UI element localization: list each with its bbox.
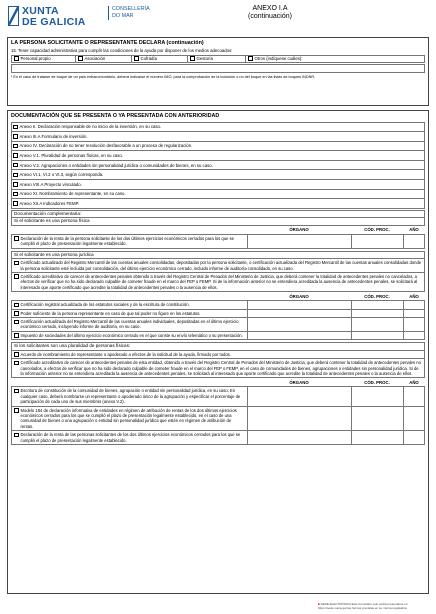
doc-row: [11, 407, 425, 432]
option-label: Gestoría: [196, 56, 213, 62]
code-input[interactable]: [352, 310, 404, 317]
annex-label: Anexo VIII.A Proyecto vinculado.: [19, 181, 82, 187]
doc-label: Declaración de la renta de las personas solicitantes de los dos últimos ejercicios económicos cerrados para los que se cumplió el plazo de presentación legalmente establecido.: [20, 432, 241, 443]
code-input[interactable]: [352, 407, 404, 431]
page-header: [8, 5, 428, 31]
year-input[interactable]: [404, 310, 424, 317]
doc-row: [11, 234, 425, 249]
doc-label: Certificado acreditativo de carecer de antecedentes penales obtenido a través del Registro Central de Penados del Ministerio de Justicia, que deberá contener la totalidad de antecedentes penales no cancelados, a efectos de verificar que no ha sido declarado culpable de cometer fraude en el marco del FEP o FEMP. Si de la información anterior no se entendiera acreditada la ausencia de antecedentes penales, se solicitará al interesado que aporte certificado que acredite la totalidad de antecedentes penales o la ausencia de ellos.: [20, 273, 418, 290]
annex-item[interactable]: [12, 180, 424, 190]
option-asociacion[interactable]: [76, 56, 132, 62]
pluralidad-heading: Si los solicitantes son una pluralidad de personas físicas:: [11, 342, 425, 351]
doc-label: Escritura de constitución de la comunidad de bienes, agrupación o entidad sin personalidad jurídica, en su caso. En cualquier caso, deberá nombrarse un representante o apoderado único de la agrupación y especificar el porcentaje de participación de cada uno de sus miembros (anexo V.2).: [20, 388, 241, 405]
year-input[interactable]: [404, 387, 424, 405]
option-otros[interactable]: [246, 56, 424, 62]
checkbox[interactable]: [14, 303, 19, 308]
doc-label: Poder suficiente de la persona representante en caso de que tal poder no figure en los estatutos.: [20, 310, 201, 316]
checkbox[interactable]: [134, 56, 139, 61]
juridica-heading: Si el solicitante es una persona jurídica: [11, 251, 425, 260]
annex-label: Anexo II. Declaración responsable de no inicio de la inversión, en su caso.: [19, 124, 162, 130]
checkbox[interactable]: [14, 320, 19, 325]
option-label: Otros (indíquese cuáles):: [254, 56, 303, 62]
code-input[interactable]: [352, 301, 404, 308]
logo-line2: DE GALICIA: [22, 16, 86, 28]
checkbox[interactable]: [14, 274, 19, 279]
fisica-heading: Si el solicitante es una persona física: [11, 218, 425, 226]
code-input[interactable]: [352, 431, 404, 444]
means-options: [11, 55, 425, 63]
option-personal-propio[interactable]: [12, 56, 76, 62]
checkbox[interactable]: [78, 56, 83, 61]
organ-input[interactable]: [248, 431, 352, 444]
organ-input[interactable]: [248, 387, 352, 405]
year-input[interactable]: [404, 318, 424, 331]
consellaria-name: [108, 6, 150, 20]
doc-text[interactable]: [12, 387, 248, 405]
option-label: Personal propio: [20, 56, 51, 62]
annex-label: Anexo XI. Nombramiento de representante, en su caso.: [19, 191, 126, 197]
checkbox[interactable]: [14, 236, 19, 241]
free-doc-row[interactable]: [11, 273, 425, 292]
col-organ: ÓRGANO: [289, 227, 309, 233]
footer-text1: SEDE ELECTRÓNICA Este formulario solo podrá presentarse en: [320, 602, 408, 606]
column-headers: [11, 378, 425, 386]
checkbox[interactable]: [248, 56, 253, 61]
year-input[interactable]: [404, 431, 424, 444]
year-input[interactable]: [404, 235, 424, 248]
col-code: CÓD. PROC.: [364, 293, 390, 299]
column-headers: [11, 226, 425, 234]
sede-icon: ■: [318, 602, 320, 606]
checkbox[interactable]: [13, 201, 18, 206]
column-headers: [11, 292, 425, 300]
consellaria-line2: DO MAR: [112, 13, 134, 19]
doc-text[interactable]: [12, 332, 248, 339]
year-input[interactable]: [404, 301, 424, 308]
annex-title-main: ANEXO I.A: [252, 5, 288, 12]
declaration-section: [7, 37, 429, 106]
doc-label: Certificado acreditativo de carecer de antecedentes penales de esta entidad, obtenido a través del Registro Central de Penados del Ministerio de Justicia, que deberá contener la totalidad de antecedentes penales no cancelados, a efectos de verificar que no ha sido declarado culpable de cometer fraude en el marco del FEP o FEMP, en el caso de comunidades de bienes, agrupaciones o entidades sin personalidad jurídica. Si de la información anterior no se entendiera acreditada la ausencia de antecedentes penales, se solicitará al interesado que aporte certificado que acredite la totalidad de antecedentes penales o la ausencia de ellos.: [20, 360, 421, 376]
footer-line2[interactable]: https://sede.xunta.gal las formas previstas en su norma reguladora: [318, 606, 407, 610]
annex-label: Anexo III.A Formulario de inversión.: [19, 133, 88, 139]
imo-note: ¹ En el caso de tratarse de buque de un país extracomunitario, deberá indicarse el número IMO, para la comprobación de la inclusión o no del buque en las listas de buques INDNR.: [11, 74, 316, 79]
organ-input[interactable]: [248, 235, 352, 248]
checkbox[interactable]: [14, 408, 19, 413]
checkbox[interactable]: [13, 125, 18, 130]
annex-title-sub: (continuación): [248, 13, 292, 20]
col-year: AÑO: [409, 293, 419, 299]
code-input[interactable]: [352, 318, 404, 331]
free-doc-row[interactable]: [11, 259, 425, 273]
checkbox[interactable]: [14, 261, 19, 266]
checkbox[interactable]: [14, 433, 19, 438]
col-code: CÓD. PROC.: [364, 379, 390, 385]
checkbox[interactable]: [13, 144, 18, 149]
checkbox[interactable]: [190, 56, 195, 61]
checkbox[interactable]: [14, 389, 19, 394]
option-label: Asociación: [84, 56, 106, 62]
free-doc-row[interactable]: [11, 359, 425, 378]
annex-item[interactable]: [12, 161, 424, 171]
annex-item[interactable]: [12, 151, 424, 161]
checkbox[interactable]: [14, 361, 19, 366]
doc-row: [11, 310, 425, 318]
doc-label: Impuesto de sociedades del último ejercicio económico cerrado en el que conste su envío telemático o su presentación.: [20, 332, 243, 338]
checkbox[interactable]: [14, 333, 19, 338]
annex-item[interactable]: [12, 142, 424, 152]
galicia-shield-icon: [8, 6, 19, 26]
doc-text[interactable]: [12, 235, 248, 248]
annex-item[interactable]: [12, 132, 424, 142]
doc-label: Certificación registral actualizada de los estatutos sociales y de la escritura de constitución.: [20, 302, 190, 308]
declaration-title: LA PERSONA SOLICITANTE O REPRESENTANTE DECLARA (continuación): [11, 40, 204, 46]
doc-text[interactable]: [12, 407, 248, 431]
complementary-heading: Documentación complementaria:: [11, 210, 425, 219]
code-input[interactable]: [352, 387, 404, 405]
organ-input[interactable]: [248, 318, 352, 331]
col-organ: ÓRGANO: [289, 379, 309, 385]
annex-list: [11, 122, 425, 209]
col-year: AÑO: [409, 227, 419, 233]
year-input[interactable]: [404, 407, 424, 431]
annex-item[interactable]: [12, 123, 424, 133]
organ-input[interactable]: [248, 310, 352, 317]
checkbox[interactable]: [13, 153, 18, 158]
doc-row: [11, 431, 425, 445]
annex-label: Anexo XII.A Indicadores FEMP.: [19, 201, 80, 207]
checkbox[interactable]: [13, 163, 18, 168]
doc-text[interactable]: [12, 318, 248, 331]
annex-title: [230, 5, 310, 21]
annex-label: Anexo V.2. Agrupaciones o entidades sin personalidad jurídica o comunidades de bienes, en su caso.: [19, 162, 213, 168]
checkbox[interactable]: [14, 56, 19, 61]
option-label: Cofradía: [140, 56, 157, 62]
col-year: AÑO: [409, 379, 419, 385]
footer-note: [318, 602, 408, 610]
consellaria-line1: CONSELLERÍA: [112, 6, 150, 12]
checkbox[interactable]: [14, 352, 19, 357]
free-doc-row[interactable]: [11, 351, 425, 359]
doc-text[interactable]: [12, 431, 248, 444]
otros-input[interactable]: [11, 64, 425, 73]
checkbox[interactable]: [13, 192, 18, 197]
annex-item[interactable]: [12, 199, 424, 209]
organ-input[interactable]: [248, 407, 352, 431]
doc-label: Acuerdo de nombramiento de representante o apoderado a efectos de la solicitud de la ayuda, firmado por todos.: [20, 351, 231, 357]
col-organ: ÓRGANO: [289, 293, 309, 299]
year-input[interactable]: [404, 332, 424, 339]
checkbox[interactable]: [13, 134, 18, 139]
logo-line1: XUNTA: [22, 5, 59, 17]
organ-input[interactable]: [248, 332, 352, 339]
annex-label: Anexo VI.1, VI.2 o VI.3, según corresponda.: [19, 172, 104, 178]
option-gestoria[interactable]: [188, 56, 246, 62]
checkbox[interactable]: [14, 311, 19, 316]
annex-label: Anexo IV. Declaración de no tener resolución desfavorable a un proceso de regularización.: [19, 143, 193, 149]
option-cofradia[interactable]: [132, 56, 188, 62]
doc-row: [11, 318, 425, 332]
doc-label: Certificado actualizado del Registro Mercantil de las cuentas anuales consolidadas, depositadas por la persona solicitante, o certificación actualizada del Registro Mercantil de las cuentas anuales consolidadas donde la persona solicitante esté incluida por consolidación, del último ejercicio económico cerrado, incluido informe de auditoría consolidado, en su caso.: [20, 260, 422, 271]
xunta-logo: [8, 5, 102, 29]
annex-item[interactable]: [12, 190, 424, 200]
doc-label: Declaración de la renta de la persona solicitante de los dos últimos ejercicios económicos cerrados para los que se cumplió el plazo de presentación legalmente establecido.: [20, 235, 234, 247]
checkbox[interactable]: [13, 173, 18, 178]
code-input[interactable]: [352, 235, 404, 248]
doc-text[interactable]: [12, 310, 248, 317]
doc-row: [11, 386, 425, 406]
documentation-section: [7, 110, 429, 594]
annex-item[interactable]: [12, 170, 424, 180]
doc-row: [11, 300, 425, 309]
checkbox[interactable]: [13, 182, 18, 187]
annex-label: Anexo V.1. Pluralidad de personas físicas, en su caso.: [19, 153, 124, 159]
doc-text[interactable]: [12, 301, 248, 308]
item-15-text: 15. Tener capacidad administrativa para cumplir las condiciones de la ayuda por disponer de los medios adecuados:: [11, 47, 233, 53]
doc-label: Modelo 184 de declaración informativa de entidades en régimen de atribución de rentas de los dos últimos ejercicios económicos cerrados para los que se cumplió el plazo de presentación legalmente establecido, en el caso de una comunidad de bienes o una agrupación o entidad sin personalidad jurídica que estén en régimen de atribución de rentas.: [20, 407, 237, 429]
doc-label: Certificación actualizada del Registro Mercantil de las cuentas anuales individuales, depositadas en el último ejercicio económico cerrado, incluyendo informe de auditoría, en su caso.: [20, 319, 239, 330]
col-code: CÓD. PROC.: [364, 227, 390, 233]
documentation-title: DOCUMENTACIÓN QUE SE PRESENTA O YA PRESENTADA CON ANTERIORIDAD: [11, 113, 220, 119]
code-input[interactable]: [352, 332, 404, 339]
doc-row: [11, 332, 425, 340]
organ-input[interactable]: [248, 301, 352, 308]
